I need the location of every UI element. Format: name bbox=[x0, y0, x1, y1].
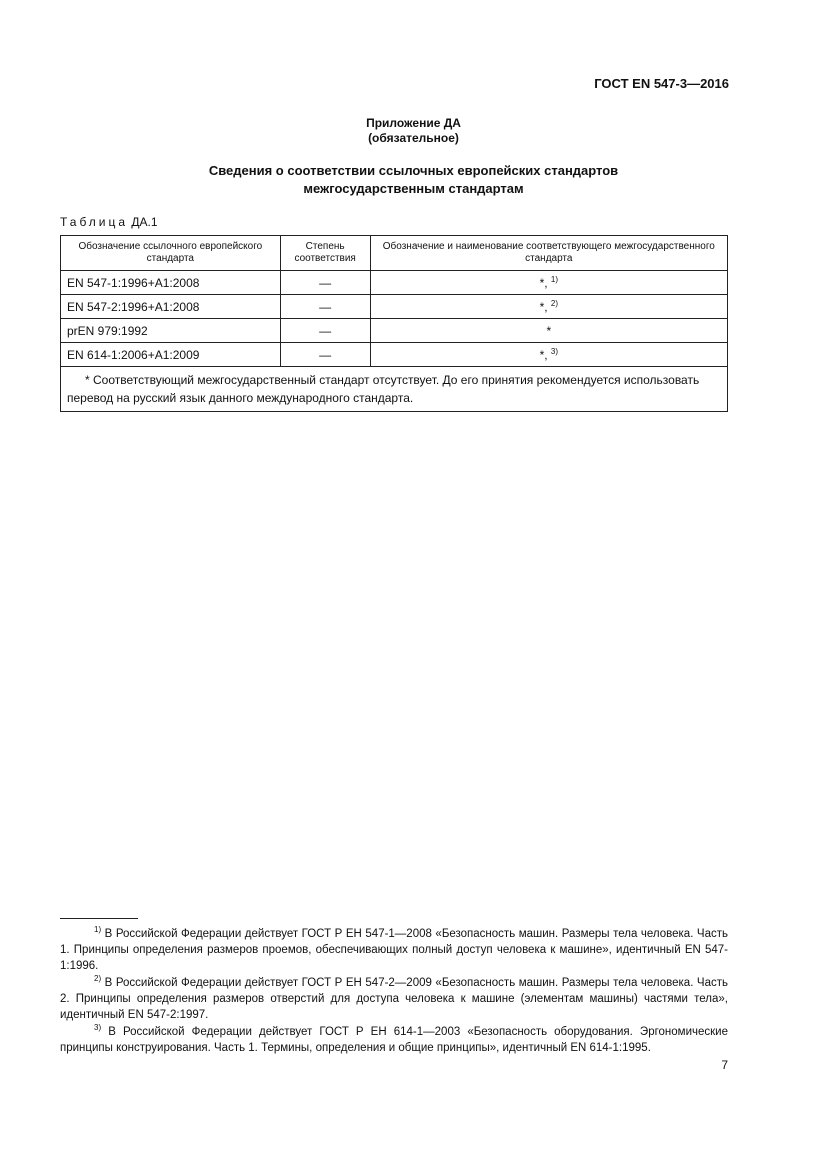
cell-interstate bbox=[370, 319, 727, 343]
header-degree-of-correspondence: Степень соответствия bbox=[280, 236, 370, 271]
header-interstate-standard: Обозначение и наименование соответствующего межгосударственного стандарта bbox=[370, 236, 727, 271]
footnote-marker: 1) bbox=[94, 925, 102, 934]
asterisk-mark: * bbox=[539, 300, 545, 314]
cell-standard: prEN 979:1992 bbox=[61, 319, 281, 343]
cell-degree: — bbox=[280, 343, 370, 367]
separator: , bbox=[544, 276, 548, 290]
footnote-text: В Российской Федерации действует ГОСТ Р ЕН 547-1—2008 «Безопасность машин. Размеры тела человека. Часть 1. Принципы определения размеров проемов, обеспечивающих полный доступ человека к машине», идентичный EN 547-1:1996. bbox=[60, 927, 728, 972]
footnote-ref: 3) bbox=[550, 347, 559, 356]
separator: , bbox=[544, 300, 548, 314]
section-heading-line2: межгосударственным стандартам bbox=[303, 181, 524, 196]
cell-interstate bbox=[370, 343, 727, 367]
footnote-divider bbox=[60, 918, 138, 919]
section-heading-line1: Сведения о соответствии ссылочных европейских стандартов bbox=[208, 163, 619, 178]
asterisk-mark: * bbox=[539, 276, 545, 290]
table-row bbox=[61, 295, 728, 319]
footnote-marker: 3) bbox=[94, 1023, 102, 1032]
separator: , bbox=[544, 348, 548, 362]
footnote-text: В Российской Федерации действует ГОСТ Р ЕН 547-2—2009 «Безопасность машин. Размеры тела человека. Часть 2. Принципы определения размеров отверстий для доступа человека к машине (элементам машины) частями тела», идентичный EN 547-2:1997. bbox=[60, 976, 728, 1021]
cell-standard: EN 547-1:1996+A1:2008 bbox=[61, 271, 281, 295]
table-row bbox=[61, 271, 728, 295]
page-number: 7 bbox=[721, 1058, 728, 1072]
table-note-row bbox=[61, 367, 728, 412]
cell-degree: — bbox=[280, 319, 370, 343]
table-row bbox=[61, 343, 728, 367]
footnote-ref: 2) bbox=[550, 299, 559, 308]
cell-degree: — bbox=[280, 271, 370, 295]
footnote-1 bbox=[60, 922, 728, 974]
footnote-ref: 1) bbox=[550, 275, 559, 284]
footnote-text: В Российской Федерации действует ГОСТ Р ЕН 614-1—2003 «Безопасность оборудования. Эргономические принципы конструирования. Часть 1. Термины, определения и общие принципы», идентичный EN 614-1:1995. bbox=[60, 1025, 728, 1054]
table-row bbox=[61, 319, 728, 343]
footnote-3 bbox=[60, 1020, 728, 1056]
cell-interstate bbox=[370, 295, 727, 319]
cell-standard: EN 614-1:2006+A1:2009 bbox=[61, 343, 281, 367]
table-caption bbox=[60, 215, 158, 229]
table-caption-word: Таблица bbox=[60, 215, 129, 229]
table-caption-id: ДА.1 bbox=[131, 215, 158, 229]
asterisk-mark: * bbox=[539, 348, 545, 362]
document-code: ГОСТ EN 547-3—2016 bbox=[594, 76, 729, 91]
table-header-row bbox=[61, 236, 728, 271]
appendix-title: Приложение ДА bbox=[366, 116, 461, 130]
appendix-status: (обязательное) bbox=[368, 131, 459, 145]
footnote-2 bbox=[60, 971, 728, 1023]
cell-standard: EN 547-2:1996+A1:2008 bbox=[61, 295, 281, 319]
footnote-marker: 2) bbox=[94, 974, 102, 983]
correspondence-table bbox=[60, 235, 728, 412]
asterisk-mark: * bbox=[546, 323, 552, 338]
cell-interstate bbox=[370, 271, 727, 295]
cell-degree: — bbox=[280, 295, 370, 319]
table-note bbox=[61, 367, 728, 412]
header-european-standard: Обозначение ссылочного европейского стандарта bbox=[61, 236, 281, 271]
table-note-text: * Соответствующий межгосударственный стандарт отсутствует. До его принятия рекомендуется использовать перевод на русский язык данного международного стандарта. bbox=[67, 373, 700, 405]
